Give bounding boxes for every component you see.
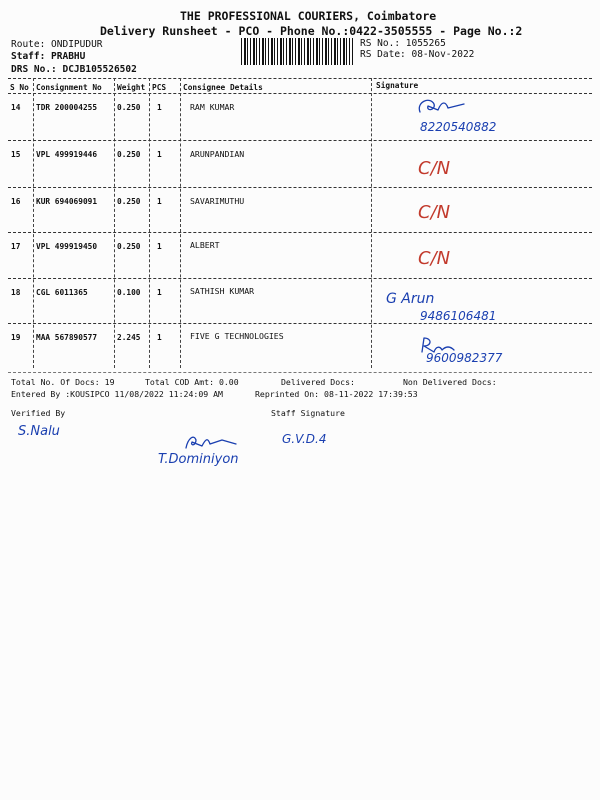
row-consignee: ARUNPANDIAN bbox=[190, 149, 245, 159]
col-divider bbox=[180, 78, 181, 368]
col-divider bbox=[149, 78, 150, 368]
row-sno: 14 bbox=[11, 103, 21, 112]
row-divider bbox=[8, 323, 592, 324]
row-consignee: FIVE G TECHNOLOGIES bbox=[190, 331, 284, 341]
staff-signature-label: Staff Signature bbox=[271, 408, 345, 418]
row-pcs: 1 bbox=[157, 150, 162, 159]
signature-note: C/N bbox=[418, 202, 451, 223]
delivered-docs: Delivered Docs: bbox=[281, 377, 355, 387]
signature-scribble bbox=[412, 92, 472, 122]
row-pcs: 1 bbox=[157, 333, 162, 342]
verified-signature: S.Nalu bbox=[18, 424, 60, 439]
row-pcs: 1 bbox=[157, 103, 162, 112]
row-consignment: VPL 499919450 bbox=[36, 242, 98, 251]
total-docs: Total No. Of Docs: 19 bbox=[11, 377, 115, 387]
entered-by: Entered By :KOUSIPCO 11/08/2022 11:24:09 AM bbox=[11, 389, 223, 399]
col-header-signature: Signature bbox=[376, 81, 419, 90]
row-divider bbox=[8, 278, 592, 279]
rs-number: RS No.: 1055265 bbox=[360, 38, 446, 49]
row-divider bbox=[8, 140, 592, 141]
signature-note: 8220540882 bbox=[420, 120, 497, 134]
drs-number: DRS No.: DCJB105526502 bbox=[11, 64, 137, 75]
table-top-border bbox=[8, 78, 592, 79]
signature-note: G Arun bbox=[386, 291, 435, 307]
row-consignment: MAA 567890577 bbox=[36, 333, 98, 342]
row-weight: 0.250 bbox=[117, 197, 141, 206]
row-weight: 0.250 bbox=[117, 242, 141, 251]
table-bottom-border bbox=[8, 372, 592, 373]
row-sno: 18 bbox=[11, 288, 21, 297]
row-sno: 17 bbox=[11, 242, 21, 251]
row-consignee: SAVARIMUTHU bbox=[190, 196, 245, 206]
row-divider bbox=[8, 232, 592, 233]
col-header-consignee: Consignee Details bbox=[183, 83, 263, 92]
row-sno: 15 bbox=[11, 150, 21, 159]
row-consignment: TDR 200004255 bbox=[36, 103, 98, 112]
non-delivered-docs: Non Delivered Docs: bbox=[403, 377, 497, 387]
row-pcs: 1 bbox=[157, 288, 162, 297]
col-divider bbox=[33, 78, 34, 368]
runsheet-subtitle: Delivery Runsheet - PCO - Phone No.:0422-3505555 - Page No.:2 bbox=[100, 24, 523, 38]
row-consignee: SATHISH KUMAR bbox=[190, 286, 255, 296]
signature-note: 9600982377 bbox=[426, 351, 503, 365]
row-consignment: CGL 6011365 bbox=[36, 288, 88, 297]
reprinted-on: Reprinted On: 08-11-2022 17:39:53 bbox=[255, 389, 418, 399]
col-header-sno: S No bbox=[10, 83, 29, 92]
row-weight: 2.245 bbox=[117, 333, 141, 342]
staff-signature-scribble bbox=[182, 430, 242, 454]
company-title: THE PROFESSIONAL COURIERS, Coimbatore bbox=[180, 9, 437, 23]
barcode bbox=[241, 38, 353, 65]
staff-signature-2: G.V.D.4 bbox=[282, 432, 327, 446]
col-header-pcs: PCS bbox=[152, 83, 167, 92]
row-weight: 0.250 bbox=[117, 103, 141, 112]
signature-note: C/N bbox=[418, 158, 451, 179]
col-divider bbox=[114, 78, 115, 368]
rs-date: RS Date: 08-Nov-2022 bbox=[360, 49, 475, 60]
row-weight: 0.100 bbox=[117, 288, 141, 297]
staff-signature-3: T.Dominiyon bbox=[158, 452, 239, 467]
row-weight: 0.250 bbox=[117, 150, 141, 159]
signature-phone: 9486106481 bbox=[420, 309, 497, 323]
row-pcs: 1 bbox=[157, 197, 162, 206]
table-header-border bbox=[8, 93, 592, 94]
row-consignee: RAM KUMAR bbox=[190, 102, 235, 112]
row-sno: 19 bbox=[11, 333, 21, 342]
route-label: Route: ONDIPUDUR bbox=[11, 39, 103, 50]
row-pcs: 1 bbox=[157, 242, 162, 251]
col-divider bbox=[371, 78, 372, 368]
row-sno: 16 bbox=[11, 197, 21, 206]
row-divider bbox=[8, 187, 592, 188]
verified-by-label: Verified By bbox=[11, 408, 66, 418]
row-consignee: ALBERT bbox=[190, 240, 220, 250]
signature-note: C/N bbox=[418, 248, 451, 269]
col-header-weight: Weight bbox=[117, 83, 146, 92]
col-header-consignment: Consignment No bbox=[36, 83, 102, 92]
row-consignment: VPL 499919446 bbox=[36, 150, 98, 159]
row-consignment: KUR 694069091 bbox=[36, 197, 98, 206]
staff-label: Staff: PRABHU bbox=[11, 51, 86, 62]
total-cod: Total COD Amt: 0.00 bbox=[145, 377, 239, 387]
